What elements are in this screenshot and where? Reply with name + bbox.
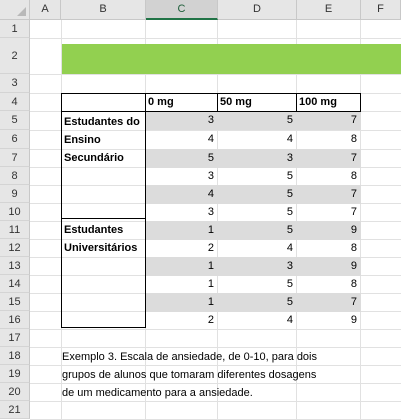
data-cell[interactable]: 7: [350, 206, 357, 218]
data-cell[interactable]: 3: [286, 260, 293, 272]
data-cell[interactable]: 1: [207, 278, 214, 290]
row-header-16[interactable]: 16: [0, 311, 30, 329]
row-header-9[interactable]: 9: [0, 185, 30, 203]
data-cell[interactable]: 5: [286, 188, 293, 200]
row-header-7[interactable]: 7: [0, 149, 30, 167]
data-cell[interactable]: 8: [350, 278, 357, 290]
select-all-triangle-icon: [17, 7, 26, 16]
row-header-14[interactable]: 14: [0, 275, 30, 293]
column-header-e[interactable]: E: [297, 0, 361, 20]
row-header-18[interactable]: 18: [0, 347, 30, 365]
data-cell[interactable]: 2: [207, 242, 214, 254]
data-cell[interactable]: 7: [350, 296, 357, 308]
row-header-17[interactable]: 17: [0, 329, 30, 347]
header-100mg[interactable]: 100 mg: [299, 96, 337, 108]
column-header-a[interactable]: A: [30, 0, 61, 20]
row-header-10[interactable]: 10: [0, 203, 30, 221]
row-header-2[interactable]: 2: [0, 38, 30, 74]
data-cell[interactable]: 5: [286, 278, 293, 290]
data-cell[interactable]: 8: [350, 242, 357, 254]
row-header-1[interactable]: 1: [0, 20, 30, 38]
column-header-b[interactable]: B: [61, 0, 146, 20]
row-header-11[interactable]: 11: [0, 221, 30, 239]
data-cell[interactable]: 2: [207, 314, 214, 326]
data-cell[interactable]: 4: [286, 314, 293, 326]
data-cell[interactable]: 3: [207, 170, 214, 182]
column-header-f[interactable]: F: [361, 0, 401, 20]
caption-line-3: de um medicamento para a ansiedade.: [62, 387, 253, 399]
data-cell[interactable]: 7: [350, 114, 357, 126]
data-cell[interactable]: 8: [350, 133, 357, 145]
data-cell[interactable]: 1: [207, 296, 214, 308]
row-header-19[interactable]: 19: [0, 365, 30, 383]
row-header-21[interactable]: 21: [0, 401, 30, 419]
data-cell[interactable]: 5: [286, 114, 293, 126]
row-header-6[interactable]: 6: [0, 130, 30, 149]
data-cell[interactable]: 4: [207, 133, 214, 145]
green-banner-cell[interactable]: [62, 44, 401, 74]
caption[interactable]: [62, 348, 382, 402]
row-header-15[interactable]: 15: [0, 293, 30, 311]
data-cell[interactable]: 5: [286, 170, 293, 182]
row-header-13[interactable]: 13: [0, 257, 30, 275]
row-header-20[interactable]: 20: [0, 383, 30, 401]
data-cell[interactable]: 3: [207, 114, 214, 126]
column-header-c[interactable]: C: [146, 0, 218, 20]
header-0mg[interactable]: 0 mg: [148, 96, 174, 108]
caption-line-2: grupos de alunos que tomaram diferentes dosagens: [62, 369, 317, 381]
group-label-secondary[interactable]: Estudantes do Ensino Secundário: [61, 111, 146, 219]
row-header-8[interactable]: 8: [0, 167, 30, 185]
data-cell[interactable]: 9: [350, 260, 357, 272]
data-cell[interactable]: 3: [286, 152, 293, 164]
row-header-12[interactable]: 12: [0, 239, 30, 257]
data-cell[interactable]: 3: [207, 206, 214, 218]
data-cell[interactable]: 5: [286, 206, 293, 218]
caption-line-1: Exemplo 3. Escala de ansiedade, de 0-10, para dois: [62, 351, 317, 363]
data-cell[interactable]: 1: [207, 260, 214, 272]
header-50mg[interactable]: 50 mg: [220, 96, 252, 108]
column-header-d[interactable]: D: [218, 0, 297, 20]
data-cell[interactable]: 5: [286, 224, 293, 236]
row-header-3[interactable]: 3: [0, 74, 30, 93]
data-cell[interactable]: 8: [350, 170, 357, 182]
data-cell[interactable]: 9: [350, 224, 357, 236]
data-cell[interactable]: 7: [350, 152, 357, 164]
data-cell[interactable]: 7: [350, 188, 357, 200]
row-header-4[interactable]: 4: [0, 93, 30, 111]
select-all-corner[interactable]: [0, 0, 30, 20]
data-cell[interactable]: 4: [286, 133, 293, 145]
group-label-university[interactable]: Estudantes Universitários: [61, 219, 146, 328]
data-cell[interactable]: 1: [207, 224, 214, 236]
data-cell[interactable]: 4: [207, 188, 214, 200]
data-cell[interactable]: 9: [350, 314, 357, 326]
data-cell[interactable]: 5: [286, 296, 293, 308]
data-cell[interactable]: 5: [207, 152, 214, 164]
data-cell[interactable]: 4: [286, 242, 293, 254]
row-header-5[interactable]: 5: [0, 111, 30, 130]
